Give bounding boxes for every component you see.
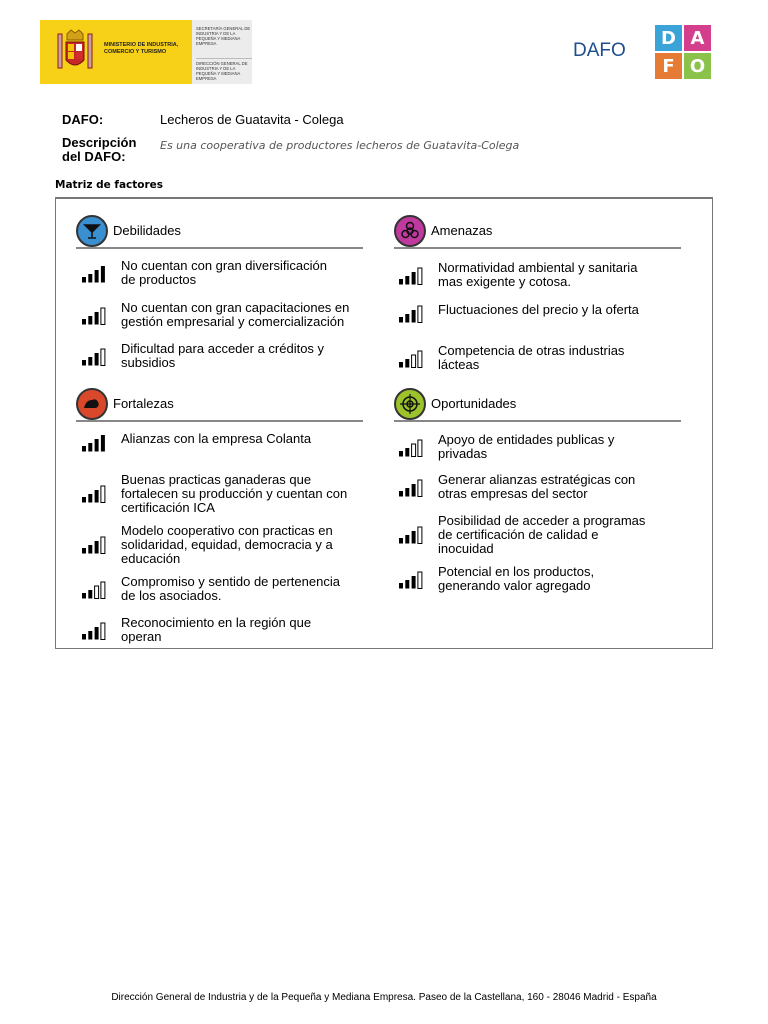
factor-text-line: otras empresas del sector bbox=[438, 486, 588, 501]
factor-text-line: solidaridad, equidad, democracia y a bbox=[121, 537, 333, 552]
factor-text bbox=[121, 473, 361, 515]
desc-label-2: del DAFO: bbox=[62, 149, 126, 164]
section-header bbox=[76, 213, 363, 249]
signal-strength-icon bbox=[81, 348, 107, 366]
dafo-logo-d: D bbox=[655, 25, 682, 51]
signal-strength-icon bbox=[81, 485, 107, 503]
dafo-logo-f: F bbox=[655, 53, 682, 79]
signal-strength-icon bbox=[398, 350, 424, 368]
factor-text-line: gestión empresarial y comercialización bbox=[121, 314, 345, 329]
signal-strength-icon bbox=[398, 479, 424, 497]
flexed-arm-icon bbox=[76, 388, 108, 420]
section-title: Debilidades bbox=[113, 223, 181, 238]
secretaria-text: SECRETARÍA GENERAL DE INDUSTRIA Y DE LA PEQUEÑA Y MEDIANA EMPRESA bbox=[196, 26, 251, 46]
section-title: Amenazas bbox=[431, 223, 493, 238]
direccion-text: DIRECCIÓN GENERAL DE INDUSTRIA Y DE LA PEQUEÑA Y MEDIANA EMPRESA bbox=[196, 58, 252, 81]
factor-text bbox=[438, 514, 678, 556]
factor-text bbox=[121, 342, 361, 370]
factor-text-line: fortalecen su producción y cuentan con bbox=[121, 486, 348, 501]
section-header bbox=[76, 386, 363, 422]
ministry-logo-main bbox=[40, 20, 192, 84]
coat-of-arms-icon bbox=[54, 28, 96, 76]
signal-strength-icon bbox=[81, 265, 107, 283]
factor-text bbox=[438, 303, 678, 317]
factor-text bbox=[438, 344, 678, 372]
factor-text-line: privadas bbox=[438, 446, 488, 461]
ministry-logo bbox=[40, 20, 252, 84]
dafo-label: DAFO: bbox=[62, 112, 104, 127]
signal-strength-icon bbox=[398, 526, 424, 544]
ministry-logo-side bbox=[192, 20, 252, 84]
matrix-label: Matriz de factores bbox=[55, 179, 164, 191]
cocktail-glass-icon bbox=[76, 215, 108, 247]
factor-text bbox=[438, 261, 678, 289]
dafo-logo bbox=[655, 25, 711, 79]
signal-strength-icon bbox=[81, 307, 107, 325]
footer-address: Dirección General de Industria y de la Pequeña y Mediana Empresa. Paseo de la Castellana, 160 - 28046 Madrid - España bbox=[111, 992, 657, 1003]
factor-text-line: generando valor agregado bbox=[438, 578, 591, 593]
factor-text-line: No cuentan con gran capacitaciones en bbox=[121, 300, 350, 315]
dafo-logo-o: O bbox=[684, 53, 711, 79]
dafo-logo-a: A bbox=[684, 25, 711, 51]
factor-text-line: Reconocimiento en la región que bbox=[121, 615, 312, 630]
target-icon bbox=[394, 388, 426, 420]
factor-text bbox=[121, 432, 361, 446]
signal-strength-icon bbox=[398, 571, 424, 589]
factor-text-line: Alianzas con la empresa Colanta bbox=[121, 431, 312, 446]
desc-label-1: Descripción bbox=[62, 135, 137, 150]
factor-text-line: No cuentan con gran diversificación bbox=[121, 258, 327, 273]
doc-title: DAFO bbox=[573, 40, 626, 61]
factor-text-line: Generar alianzas estratégicas con bbox=[438, 472, 636, 487]
factor-text bbox=[121, 259, 361, 287]
factor-text-line: Dificultad para acceder a créditos y bbox=[121, 341, 325, 356]
factor-text-line: Buenas practicas ganaderas que bbox=[121, 472, 312, 487]
signal-strength-icon bbox=[398, 267, 424, 285]
factor-text-line: Normatividad ambiental y sanitaria bbox=[438, 260, 638, 275]
signal-strength-icon bbox=[398, 305, 424, 323]
factor-text bbox=[438, 565, 678, 593]
factor-text-line: operan bbox=[121, 629, 162, 644]
factor-text bbox=[121, 524, 361, 566]
factor-text-line: Fluctuaciones del precio y la oferta bbox=[438, 302, 639, 317]
biohazard-icon bbox=[394, 215, 426, 247]
factor-text-line: Compromiso y sentido de pertenencia bbox=[121, 574, 340, 589]
factor-text-line: Competencia de otras industrias bbox=[438, 343, 625, 358]
signal-strength-icon bbox=[81, 581, 107, 599]
section-header bbox=[394, 213, 681, 249]
ministry-name: MINISTERIO DE INDUSTRIA, COMERCIO Y TURISMO bbox=[104, 42, 179, 55]
factor-text-line: educación bbox=[121, 551, 181, 566]
factor-text bbox=[438, 473, 678, 501]
factor-text-line: subsidios bbox=[121, 355, 176, 370]
factor-text-line: Modelo cooperativo con practicas en bbox=[121, 523, 333, 538]
factor-text-line: de certificación de calidad e bbox=[438, 527, 599, 542]
factor-text-line: mas exigente y cotosa. bbox=[438, 274, 571, 289]
signal-strength-icon bbox=[81, 434, 107, 452]
section-title: Oportunidades bbox=[431, 396, 517, 411]
signal-strength-icon bbox=[81, 622, 107, 640]
factor-text-line: Posibilidad de acceder a programas bbox=[438, 513, 646, 528]
factor-text-line: de productos bbox=[121, 272, 197, 287]
factor-text bbox=[121, 301, 361, 329]
section-title: Fortalezas bbox=[113, 396, 174, 411]
desc-value: Es una cooperativa de productores lecheros de Guatavita-Colega bbox=[160, 139, 520, 152]
factor-text-line: lácteas bbox=[438, 357, 480, 372]
signal-strength-icon bbox=[398, 439, 424, 457]
factors-matrix bbox=[55, 197, 713, 649]
factor-text-line: Potencial en los productos, bbox=[438, 564, 595, 579]
factor-text bbox=[438, 433, 678, 461]
section-header bbox=[394, 386, 681, 422]
signal-strength-icon bbox=[81, 536, 107, 554]
factor-text-line: Apoyo de entidades publicas y bbox=[438, 432, 615, 447]
dafo-value: Lecheros de Guatavita - Colega bbox=[160, 112, 344, 127]
factor-text-line: certificación ICA bbox=[121, 500, 215, 515]
factor-text bbox=[121, 575, 361, 603]
factor-text bbox=[121, 616, 361, 644]
factor-text-line: inocuidad bbox=[438, 541, 494, 556]
factor-text-line: de los asociados. bbox=[121, 588, 222, 603]
